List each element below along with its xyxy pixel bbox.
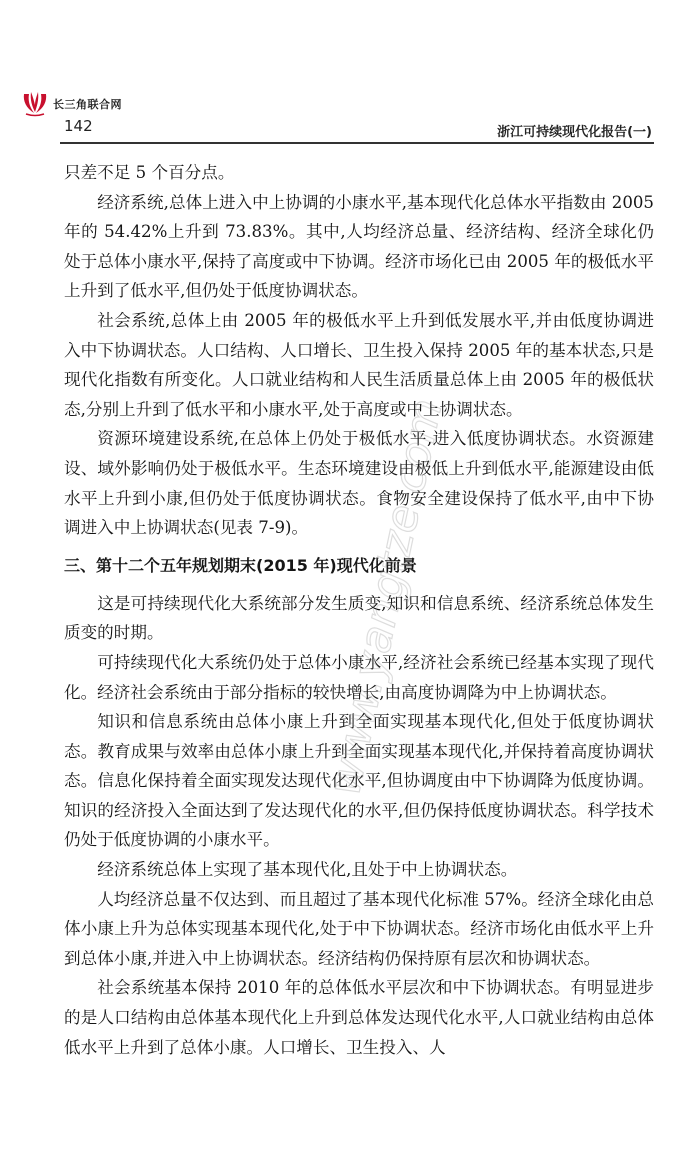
site-logo bbox=[20, 91, 122, 117]
watermark-text: www.yangtze.com bbox=[318, 394, 453, 800]
running-title: 浙江可持续现代化报告(一) bbox=[497, 125, 652, 140]
paragraph-economic-summary: 经济系统总体上实现了基本现代化,且处于中上协调状态。 bbox=[97, 860, 518, 880]
paragraph-sustainable-system: 可持续现代化大系统仍处于总体小康水平,经济社会系统已经基本实现了现代化。经济社会系统由于部分指标的较快增长,由高度协调降为中上协调状态。 bbox=[64, 652, 654, 702]
page-number: 142 bbox=[64, 117, 93, 135]
paragraph-period-overview: 这是可持续现代化大系统部分发生质变,知识和信息系统、经济系统总体发生质变的时期。 bbox=[64, 593, 654, 643]
paragraph-continued: 只差不足 5 个百分点。 bbox=[64, 163, 235, 182]
paragraph-social-2015: 社会系统基本保持 2010 年的总体低水平层次和中下协调状态。有明显进步的是人口结构由总体基本现代化上升到总体发达现代化水平,人口就业结构由总体低水平上升到了总体小康。人口增长、卫生投入、人 bbox=[64, 978, 654, 1057]
header-rule bbox=[60, 142, 654, 144]
logo-text: 长三角联合网 bbox=[53, 98, 122, 111]
paragraph-economic-system: 经济系统,总体上进入中上协调的小康水平,基本现代化总体水平指数由 2005 年的 54.42%上升到 73.83%。其中,人均经济总量、经济结构、经济全球化仍处于总体小康水平,保持了高度或中下协调。经济市场化已由 2005 年的极低水平上升到了低水平,但仍处于低度协调状态。 bbox=[64, 192, 654, 301]
flame-logo-icon bbox=[20, 91, 50, 117]
paragraph-resource-environment: 资源环境建设系统,在总体上仍处于极低水平,进入低度协调状态。水资源建设、域外影响仍处于极低水平。生态环境建设由极低上升到低水平,能源建设由低水平上升到小康,但仍处于低度协调状态。食物安全建设保持了低水平,由中下协调进入中上协调状态(见表 7-9)。 bbox=[64, 429, 654, 538]
section-heading: 三、第十二个五年规划期末(2015 年)现代化前景 bbox=[64, 555, 417, 575]
paragraph-social-system: 社会系统,总体上由 2005 年的极低水平上升到低发展水平,并由低度协调进入中下协调状态。人口结构、人口增长、卫生投入保持 2005 年的基本状态,只是现代化指数有所变化。人口就业结构和人民生活质量总体上由 2005 年的极低状态,分别上升到了低水平和小康水平,处于高度或中上协调状态。 bbox=[64, 310, 654, 419]
paragraph-knowledge-information: 知识和信息系统由总体小康上升到全面实现基本现代化,但处于低度协调状态。教育成果与效率由总体小康上升到全面实现基本现代化,并保持着高度协调状态。信息化保持着全面实现发达现代化水平,但协调度由中下协调降为低度协调。知识的经济投入全面达到了发达现代化的水平,但仍保持低度协调状态。科学技术仍处于低度协调的小康水平。 bbox=[64, 712, 654, 850]
paragraph-economic-detail: 人均经济总量不仅达到、而且超过了基本现代化标准 57%。经济全球化由总体小康上升为总体实现基本现代化,处于中下协调状态。经济市场化由低水平上升到总体小康,并进入中上协调状态。经济结构仍保持原有层次和协调状态。 bbox=[64, 889, 654, 968]
page-body bbox=[64, 158, 654, 1062]
